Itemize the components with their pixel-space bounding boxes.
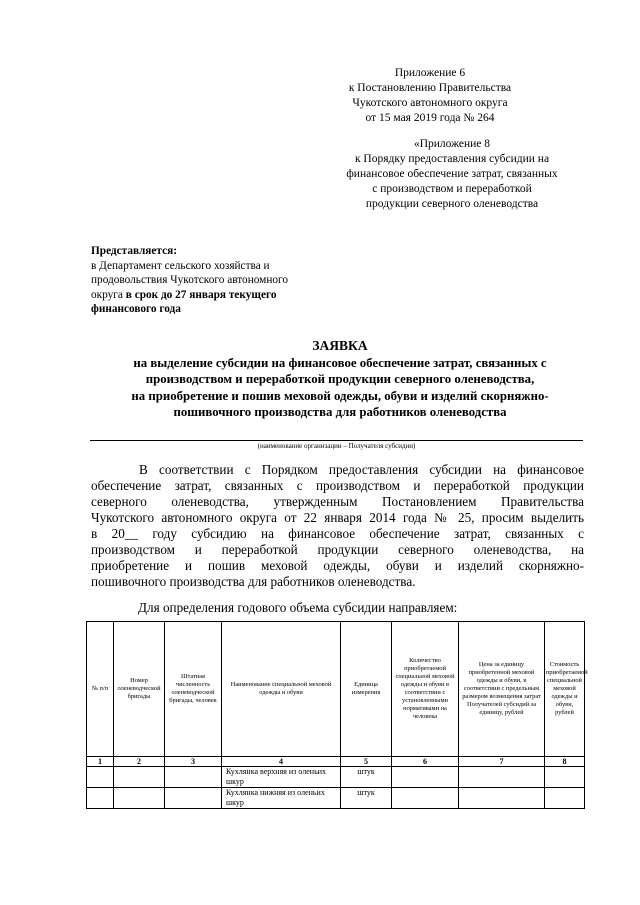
table-header: Количество приобретаемой специальной меховой одежды и обуви в соответствии с установленными нормативами на человека [392, 622, 459, 757]
document-title [60, 338, 620, 421]
table-number-row [87, 757, 585, 767]
recipient-line: продовольствия Чукотского автономного [91, 274, 289, 287]
column-number: 7 [459, 757, 545, 767]
organization-name-line [90, 440, 583, 441]
table-header: Наименование специальной меховой одежды и обуви [222, 622, 341, 757]
paragraph-line: обеспечение затрат, связанных с производством и переработкой продукции [91, 478, 584, 493]
table-header: Стоимость приобретаемой специальной меховой одежды и обуви, рублей [545, 622, 585, 757]
recipient-line: в Департамент сельского хозяйства и [91, 259, 270, 272]
appendix-6-line: Приложение 6 [394, 67, 466, 79]
title-line: пошивочного производства для работников оленеводства [173, 405, 507, 420]
table-cell [87, 767, 114, 788]
table-cell [87, 788, 114, 809]
title-heading: ЗАЯВКА [312, 338, 368, 353]
table-cell [392, 788, 459, 809]
recipient-deadline: финансового года [91, 303, 181, 316]
title-line: на выделение субсидии на финансовое обеспечение затрат, связанных с [133, 355, 547, 370]
table-cell [545, 788, 585, 809]
title-line: на приобретение и пошив меховой одежды, обуви и изделий скорняжно- [131, 388, 549, 403]
item-name: Кухлянка нижняя из оленьих шкур [222, 788, 341, 809]
table-cell [114, 767, 165, 788]
table-header: № п/п [87, 622, 114, 757]
table-header: Цена за единицу приобретенной меховой одежды и обуви, в соответствии с предельным размером возмещения затрат Получателей субсидий за единицу, рублей [459, 622, 545, 757]
recipient-text: округа [91, 288, 126, 301]
column-number: 5 [341, 757, 392, 767]
item-unit: штук [341, 767, 392, 788]
appendix-8-line: «Приложение 8 [413, 138, 491, 150]
item-unit: штук [341, 788, 392, 809]
appendix-8-line: финансовое обеспечение затрат, связанных [346, 168, 558, 180]
table-cell [165, 788, 222, 809]
table-header: Номер оленеводческой бригады [114, 622, 165, 757]
paragraph-line: производством и переработкой продукции северного оленеводства, на [91, 542, 584, 557]
recipient-block [91, 244, 321, 317]
table-cell [165, 767, 222, 788]
recipient-line [91, 288, 321, 303]
item-name: Кухлянка верхняя из оленьих шкур [222, 767, 341, 788]
table-row [87, 788, 585, 809]
paragraph-line: северного оленеводства, утвержденным Постановлением Правительства [91, 494, 584, 509]
recipient-deadline: в срок до 27 января текущего [125, 288, 277, 301]
paragraph-line: Чукотского автономного округа от 22 января 2014 года № 25, просим выделить [91, 510, 584, 525]
request-paragraph [91, 462, 584, 590]
paragraph-line: В соответствии с Порядком предоставления субсидии на финансовое [139, 462, 584, 477]
title-line: производством и переработкой продукции северного оленеводства, [145, 372, 535, 387]
column-number: 3 [165, 757, 222, 767]
table-header: Единица измерения [341, 622, 392, 757]
appendix-6-line: от 15 мая 2019 года № 264 [365, 112, 495, 124]
column-number: 6 [392, 757, 459, 767]
table-cell [459, 788, 545, 809]
recipient-label: Представляется: [91, 245, 177, 257]
appendix-6-block [320, 66, 540, 126]
direct-statement: Для определения годового объема субсидии направляем: [138, 600, 458, 615]
paragraph-line: приобретение и пошив меховой одежды, обуви и изделий скорняжно- [91, 558, 584, 573]
appendix-6-line: Чукотского автономного округа [352, 97, 508, 109]
table-row [87, 767, 585, 788]
organization-caption: (наименование организации – Получателя субсидии) [257, 442, 416, 450]
table-cell [392, 767, 459, 788]
appendix-8-line: продукции северного оленеводства [365, 198, 539, 210]
paragraph-line: пошивочного производства для работников оленеводства. [91, 574, 416, 589]
table-cell [545, 767, 585, 788]
table-header-row [87, 622, 585, 757]
column-number: 4 [222, 757, 341, 767]
appendix-8-line: с производством и переработкой [372, 183, 532, 195]
subsidy-table [86, 621, 588, 809]
appendix-8-line: к Порядку предоставления субсидии на [354, 153, 550, 165]
column-number: 1 [87, 757, 114, 767]
column-number: 2 [114, 757, 165, 767]
paragraph-line: в 20__ году субсидию на финансовое обеспечение затрат, связанных с [91, 526, 584, 541]
appendix-6-line: к Постановлению Правительства [348, 82, 512, 94]
table-cell [114, 788, 165, 809]
table-header: Штатная численность оленеводческой бригады, человек [165, 622, 222, 757]
appendix-8-block [332, 137, 572, 212]
column-number: 8 [545, 757, 585, 767]
table-cell [459, 767, 545, 788]
